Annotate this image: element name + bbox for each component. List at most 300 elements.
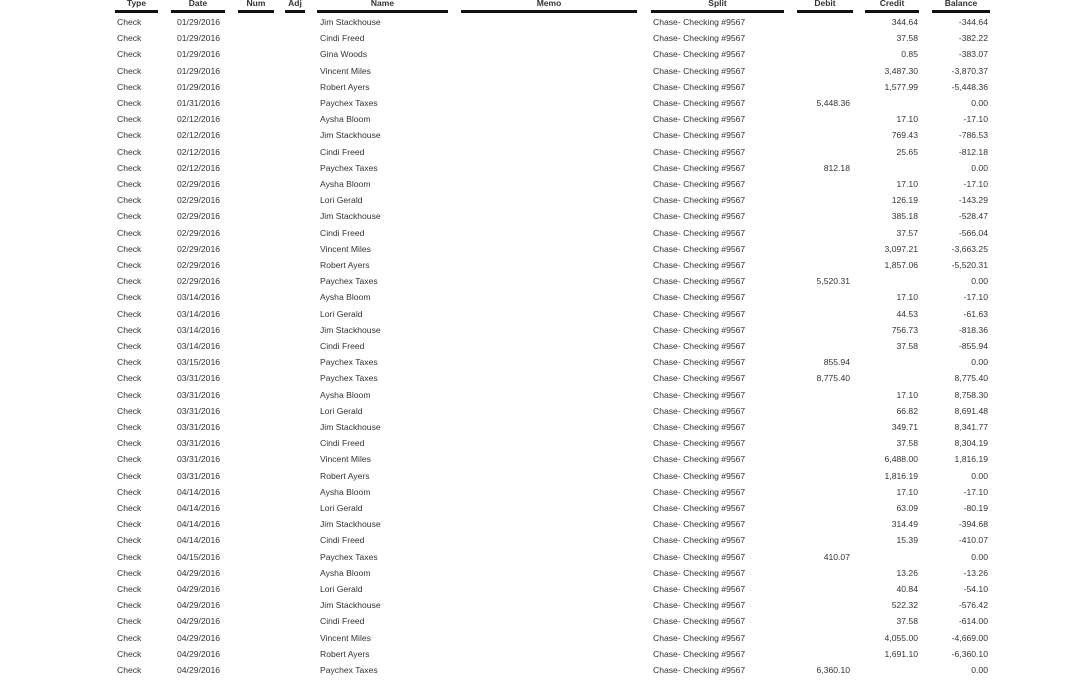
cell-type: Check bbox=[117, 454, 142, 465]
cell-date: 02/29/2016 bbox=[177, 211, 221, 222]
cell-split: Chase- Checking #9567 bbox=[653, 260, 746, 270]
header-split-rule bbox=[651, 10, 784, 13]
cell-split: Chase- Checking #9567 bbox=[653, 17, 746, 27]
header-name: Name bbox=[370, 0, 395, 8]
cell-type: Check bbox=[117, 33, 142, 44]
cell-credit: 17.10 bbox=[896, 292, 918, 303]
cell-name: Paychex Taxes bbox=[320, 162, 378, 173]
cell-type: Check bbox=[117, 49, 142, 60]
cell-credit: 37.58 bbox=[896, 616, 918, 627]
cell-credit: 17.10 bbox=[896, 114, 918, 125]
cell-credit: 17.10 bbox=[896, 486, 918, 497]
header-credit: Credit bbox=[879, 0, 905, 8]
cell-name: Cindi Freed bbox=[320, 438, 365, 449]
cell-split: Chase- Checking #9567 bbox=[653, 162, 746, 173]
cell-date: 04/29/2016 bbox=[177, 600, 221, 611]
cell-split: Chase- Checking #9567 bbox=[653, 179, 746, 189]
table-row bbox=[0, 308, 1080, 324]
cell-date: 03/31/2016 bbox=[177, 438, 221, 449]
cell-credit: 40.84 bbox=[896, 584, 918, 594]
cell-split: Chase- Checking #9567 bbox=[653, 308, 746, 319]
cell-balance: 0.00 bbox=[971, 162, 988, 173]
table-row bbox=[0, 372, 1080, 388]
table-row bbox=[0, 421, 1080, 437]
cell-type: Check bbox=[117, 551, 142, 562]
cell-balance: 0.00 bbox=[971, 551, 988, 562]
cell-balance: -13.26 bbox=[963, 567, 988, 578]
cell-type: Check bbox=[117, 227, 142, 238]
cell-name: Robert Ayers bbox=[320, 470, 370, 481]
cell-credit: 385.18 bbox=[891, 211, 918, 222]
cell-type: Check bbox=[117, 470, 142, 481]
cell-name: Paychex Taxes bbox=[320, 98, 378, 108]
cell-name: Cindi Freed bbox=[320, 341, 365, 351]
cell-balance: 8,758.30 bbox=[954, 389, 988, 400]
cell-credit: 3,487.30 bbox=[884, 65, 918, 76]
cell-credit: 37.57 bbox=[896, 227, 918, 238]
cell-split: Chase- Checking #9567 bbox=[653, 33, 746, 44]
cell-name: Aysha Bloom bbox=[320, 567, 371, 578]
cell-balance: 0.00 bbox=[971, 276, 988, 287]
header-type-rule bbox=[115, 10, 158, 13]
table-row bbox=[0, 405, 1080, 421]
cell-debit: 410.07 bbox=[823, 551, 850, 562]
cell-split: Chase- Checking #9567 bbox=[653, 616, 746, 627]
cell-name: Aysha Bloom bbox=[320, 389, 371, 400]
cell-type: Check bbox=[117, 243, 142, 254]
cell-balance: 8,691.48 bbox=[954, 405, 988, 416]
cell-credit: 4,055.00 bbox=[884, 632, 918, 643]
cell-type: Check bbox=[117, 308, 142, 319]
cell-date: 04/29/2016 bbox=[177, 584, 221, 594]
table-row bbox=[0, 567, 1080, 583]
cell-date: 01/29/2016 bbox=[177, 17, 221, 27]
cell-name: Gina Woods bbox=[320, 49, 368, 60]
cell-credit: 37.58 bbox=[896, 438, 918, 449]
cell-name: Cindi Freed bbox=[320, 146, 365, 157]
cell-split: Chase- Checking #9567 bbox=[653, 81, 746, 92]
cell-date: 01/29/2016 bbox=[177, 49, 221, 60]
cell-name: Lori Gerald bbox=[320, 195, 363, 206]
cell-balance: -4,669.00 bbox=[951, 632, 988, 643]
cell-credit: 1,857.06 bbox=[884, 260, 918, 270]
header-split: Split bbox=[708, 0, 727, 8]
cell-split: Chase- Checking #9567 bbox=[653, 227, 746, 238]
header-date-rule bbox=[171, 10, 225, 13]
cell-name: Paychex Taxes bbox=[320, 665, 378, 675]
cell-date: 02/29/2016 bbox=[177, 276, 221, 287]
header-num-rule bbox=[238, 10, 274, 13]
cell-balance: 0.00 bbox=[971, 98, 988, 108]
cell-split: Chase- Checking #9567 bbox=[653, 341, 746, 351]
cell-debit: 812.18 bbox=[823, 162, 850, 173]
cell-name: Cindi Freed bbox=[320, 616, 365, 627]
cell-type: Check bbox=[117, 130, 142, 141]
cell-balance: -566.04 bbox=[958, 227, 988, 238]
cell-credit: 37.58 bbox=[896, 341, 918, 351]
cell-split: Chase- Checking #9567 bbox=[653, 114, 746, 125]
cell-balance: -383.07 bbox=[958, 49, 988, 60]
cell-name: Paychex Taxes bbox=[320, 551, 378, 562]
cell-name: Paychex Taxes bbox=[320, 357, 378, 368]
cell-name: Robert Ayers bbox=[320, 260, 370, 270]
cell-credit: 1,691.10 bbox=[884, 648, 918, 659]
column-header-row bbox=[0, 0, 1080, 14]
cell-split: Chase- Checking #9567 bbox=[653, 600, 746, 611]
cell-credit: 126.19 bbox=[891, 195, 918, 206]
cell-credit: 13.26 bbox=[896, 567, 918, 578]
cell-name: Aysha Bloom bbox=[320, 179, 371, 189]
cell-type: Check bbox=[117, 405, 142, 416]
cell-name: Robert Ayers bbox=[320, 81, 370, 92]
cell-credit: 344.64 bbox=[891, 17, 918, 27]
table-row bbox=[0, 162, 1080, 178]
table-row bbox=[0, 243, 1080, 259]
cell-split: Chase- Checking #9567 bbox=[653, 486, 746, 497]
table-row bbox=[0, 324, 1080, 340]
cell-split: Chase- Checking #9567 bbox=[653, 324, 746, 335]
cell-type: Check bbox=[117, 422, 142, 432]
header-balance-rule bbox=[932, 10, 990, 13]
cell-name: Jim Stackhouse bbox=[320, 324, 381, 335]
cell-type: Check bbox=[117, 503, 142, 513]
cell-split: Chase- Checking #9567 bbox=[653, 65, 746, 76]
cell-type: Check bbox=[117, 389, 142, 400]
cell-name: Cindi Freed bbox=[320, 227, 365, 238]
table-row bbox=[0, 146, 1080, 162]
table-row bbox=[0, 81, 1080, 97]
cell-date: 03/15/2016 bbox=[177, 357, 221, 368]
cell-date: 04/29/2016 bbox=[177, 616, 221, 627]
cell-type: Check bbox=[117, 341, 142, 351]
cell-date: 03/14/2016 bbox=[177, 324, 221, 335]
cell-balance: 0.00 bbox=[971, 665, 988, 675]
cell-date: 04/29/2016 bbox=[177, 665, 221, 675]
cell-split: Chase- Checking #9567 bbox=[653, 438, 746, 449]
cell-name: Paychex Taxes bbox=[320, 276, 378, 287]
cell-split: Chase- Checking #9567 bbox=[653, 584, 746, 594]
cell-date: 03/31/2016 bbox=[177, 454, 221, 465]
cell-type: Check bbox=[117, 373, 142, 384]
cell-balance: -3,663.25 bbox=[951, 243, 988, 254]
table-row bbox=[0, 437, 1080, 453]
cell-date: 03/14/2016 bbox=[177, 341, 221, 351]
table-row bbox=[0, 615, 1080, 631]
table-row bbox=[0, 551, 1080, 567]
table-row bbox=[0, 259, 1080, 275]
cell-name: Vincent Miles bbox=[320, 243, 371, 254]
cell-name: Vincent Miles bbox=[320, 632, 371, 643]
cell-type: Check bbox=[117, 567, 142, 578]
cell-type: Check bbox=[117, 648, 142, 659]
cell-date: 03/14/2016 bbox=[177, 308, 221, 319]
cell-split: Chase- Checking #9567 bbox=[653, 49, 746, 60]
table-row bbox=[0, 453, 1080, 469]
cell-split: Chase- Checking #9567 bbox=[653, 98, 746, 108]
cell-credit: 3,097.21 bbox=[884, 243, 918, 254]
cell-balance: 8,304.19 bbox=[954, 438, 988, 449]
cell-split: Chase- Checking #9567 bbox=[653, 243, 746, 254]
cell-split: Chase- Checking #9567 bbox=[653, 648, 746, 659]
cell-type: Check bbox=[117, 600, 142, 611]
cell-type: Check bbox=[117, 98, 142, 108]
cell-date: 04/14/2016 bbox=[177, 519, 221, 530]
cell-date: 01/29/2016 bbox=[177, 65, 221, 76]
cell-split: Chase- Checking #9567 bbox=[653, 454, 746, 465]
cell-date: 02/12/2016 bbox=[177, 114, 221, 125]
cell-name: Jim Stackhouse bbox=[320, 17, 381, 27]
table-row bbox=[0, 194, 1080, 210]
cell-type: Check bbox=[117, 260, 142, 270]
table-row bbox=[0, 178, 1080, 194]
cell-balance: -382.22 bbox=[958, 33, 988, 44]
table-row bbox=[0, 291, 1080, 307]
cell-date: 03/31/2016 bbox=[177, 405, 221, 416]
cell-date: 03/31/2016 bbox=[177, 470, 221, 481]
cell-date: 04/14/2016 bbox=[177, 486, 221, 497]
cell-date: 04/15/2016 bbox=[177, 551, 221, 562]
table-row bbox=[0, 356, 1080, 372]
cell-balance: -394.68 bbox=[958, 519, 988, 530]
cell-type: Check bbox=[117, 292, 142, 303]
cell-date: 01/31/2016 bbox=[177, 98, 221, 108]
cell-date: 02/12/2016 bbox=[177, 146, 221, 157]
cell-credit: 522.32 bbox=[891, 600, 918, 611]
table-row bbox=[0, 275, 1080, 291]
cell-name: Jim Stackhouse bbox=[320, 211, 381, 222]
table-row bbox=[0, 486, 1080, 502]
cell-credit: 0.85 bbox=[901, 49, 918, 60]
cell-type: Check bbox=[117, 324, 142, 335]
cell-debit: 5,448.36 bbox=[816, 98, 850, 108]
table-row bbox=[0, 389, 1080, 405]
table-row bbox=[0, 648, 1080, 664]
cell-balance: -5,448.36 bbox=[951, 81, 988, 92]
cell-balance: 1,816.19 bbox=[954, 454, 988, 465]
table-row bbox=[0, 664, 1080, 680]
cell-split: Chase- Checking #9567 bbox=[653, 292, 746, 303]
cell-split: Chase- Checking #9567 bbox=[653, 389, 746, 400]
cell-name: Vincent Miles bbox=[320, 454, 371, 465]
cell-name: Cindi Freed bbox=[320, 535, 365, 546]
table-row bbox=[0, 632, 1080, 648]
cell-split: Chase- Checking #9567 bbox=[653, 276, 746, 287]
cell-type: Check bbox=[117, 179, 142, 189]
cell-name: Lori Gerald bbox=[320, 308, 363, 319]
cell-date: 04/14/2016 bbox=[177, 503, 221, 513]
header-num: Num bbox=[246, 0, 266, 8]
cell-split: Chase- Checking #9567 bbox=[653, 422, 746, 432]
cell-name: Aysha Bloom bbox=[320, 114, 371, 125]
cell-split: Chase- Checking #9567 bbox=[653, 373, 746, 384]
cell-debit: 855.94 bbox=[823, 357, 850, 368]
cell-type: Check bbox=[117, 276, 142, 287]
cell-balance: -5,520.31 bbox=[951, 260, 988, 270]
header-name-rule bbox=[317, 10, 448, 13]
cell-balance: 0.00 bbox=[971, 357, 988, 368]
header-date: Date bbox=[188, 0, 208, 8]
cell-date: 04/29/2016 bbox=[177, 632, 221, 643]
cell-balance: -410.07 bbox=[958, 535, 988, 546]
cell-type: Check bbox=[117, 195, 142, 206]
cell-date: 03/14/2016 bbox=[177, 292, 221, 303]
cell-name: Jim Stackhouse bbox=[320, 422, 381, 432]
cell-split: Chase- Checking #9567 bbox=[653, 551, 746, 562]
table-row bbox=[0, 340, 1080, 356]
cell-credit: 1,577.99 bbox=[884, 81, 918, 92]
cell-type: Check bbox=[117, 665, 142, 675]
cell-date: 02/29/2016 bbox=[177, 260, 221, 270]
cell-credit: 17.10 bbox=[896, 389, 918, 400]
cell-split: Chase- Checking #9567 bbox=[653, 357, 746, 368]
cell-split: Chase- Checking #9567 bbox=[653, 195, 746, 206]
cell-name: Vincent Miles bbox=[320, 65, 371, 76]
cell-balance: -17.10 bbox=[963, 114, 988, 125]
cell-balance: 8,775.40 bbox=[954, 373, 988, 384]
table-row bbox=[0, 97, 1080, 113]
cell-date: 04/29/2016 bbox=[177, 648, 221, 659]
cell-credit: 15.39 bbox=[896, 535, 918, 546]
table-row bbox=[0, 32, 1080, 48]
header-debit-rule bbox=[797, 10, 853, 13]
cell-date: 04/29/2016 bbox=[177, 567, 221, 578]
cell-credit: 1,816.19 bbox=[884, 470, 918, 481]
cell-type: Check bbox=[117, 535, 142, 546]
cell-type: Check bbox=[117, 211, 142, 222]
cell-name: Lori Gerald bbox=[320, 584, 363, 594]
cell-name: Cindi Freed bbox=[320, 33, 365, 44]
header-adj-rule bbox=[285, 10, 305, 13]
cell-split: Chase- Checking #9567 bbox=[653, 535, 746, 546]
cell-credit: 63.09 bbox=[896, 503, 918, 513]
cell-type: Check bbox=[117, 65, 142, 76]
cell-date: 02/29/2016 bbox=[177, 227, 221, 238]
cell-split: Chase- Checking #9567 bbox=[653, 146, 746, 157]
cell-split: Chase- Checking #9567 bbox=[653, 567, 746, 578]
cell-balance: -80.19 bbox=[963, 503, 988, 513]
cell-name: Jim Stackhouse bbox=[320, 600, 381, 611]
cell-split: Chase- Checking #9567 bbox=[653, 405, 746, 416]
cell-balance: -614.00 bbox=[958, 616, 988, 627]
cell-name: Lori Gerald bbox=[320, 405, 363, 416]
table-row bbox=[0, 210, 1080, 226]
cell-date: 04/14/2016 bbox=[177, 535, 221, 546]
table-row bbox=[0, 113, 1080, 129]
header-credit-rule bbox=[865, 10, 919, 13]
cell-type: Check bbox=[117, 616, 142, 627]
cell-type: Check bbox=[117, 486, 142, 497]
table-row bbox=[0, 129, 1080, 145]
cell-split: Chase- Checking #9567 bbox=[653, 130, 746, 141]
cell-balance: -344.64 bbox=[958, 17, 988, 27]
table-row bbox=[0, 502, 1080, 518]
cell-name: Lori Gerald bbox=[320, 503, 363, 513]
cell-credit: 25.65 bbox=[896, 146, 918, 157]
cell-balance: -6,360.10 bbox=[951, 648, 988, 659]
cell-balance: -143.29 bbox=[958, 195, 988, 206]
cell-split: Chase- Checking #9567 bbox=[653, 665, 746, 675]
header-debit: Debit bbox=[814, 0, 836, 8]
cell-date: 01/29/2016 bbox=[177, 33, 221, 44]
cell-date: 03/31/2016 bbox=[177, 422, 221, 432]
cell-credit: 349.71 bbox=[891, 422, 918, 432]
cell-name: Robert Ayers bbox=[320, 648, 370, 659]
cell-balance: -17.10 bbox=[963, 292, 988, 303]
header-memo: Memo bbox=[536, 0, 562, 8]
cell-balance: -576.42 bbox=[958, 600, 988, 611]
table-row bbox=[0, 518, 1080, 534]
table-row bbox=[0, 227, 1080, 243]
table-row bbox=[0, 48, 1080, 64]
table-row bbox=[0, 16, 1080, 32]
cell-name: Aysha Bloom bbox=[320, 292, 371, 303]
cell-type: Check bbox=[117, 81, 142, 92]
cell-balance: -855.94 bbox=[958, 341, 988, 351]
cell-balance: -812.18 bbox=[958, 146, 988, 157]
cell-date: 01/29/2016 bbox=[177, 81, 221, 92]
table-row bbox=[0, 599, 1080, 615]
cell-balance: 0.00 bbox=[971, 470, 988, 481]
cell-balance: -528.47 bbox=[958, 211, 988, 222]
cell-type: Check bbox=[117, 146, 142, 157]
header-type: Type bbox=[126, 0, 147, 8]
cell-type: Check bbox=[117, 519, 142, 530]
cell-date: 02/29/2016 bbox=[177, 195, 221, 206]
cell-balance: -54.10 bbox=[963, 584, 988, 594]
table-row bbox=[0, 65, 1080, 81]
cell-split: Chase- Checking #9567 bbox=[653, 211, 746, 222]
cell-balance: -17.10 bbox=[963, 179, 988, 189]
cell-name: Jim Stackhouse bbox=[320, 519, 381, 530]
cell-name: Aysha Bloom bbox=[320, 486, 371, 497]
cell-debit: 6,360.10 bbox=[816, 665, 850, 675]
cell-type: Check bbox=[117, 438, 142, 449]
cell-type: Check bbox=[117, 584, 142, 594]
cell-type: Check bbox=[117, 114, 142, 125]
cell-credit: 17.10 bbox=[896, 179, 918, 189]
cell-credit: 6,488.00 bbox=[884, 454, 918, 465]
cell-type: Check bbox=[117, 357, 142, 368]
header-memo-rule bbox=[461, 10, 637, 13]
cell-debit: 8,775.40 bbox=[816, 373, 850, 384]
cell-date: 02/29/2016 bbox=[177, 243, 221, 254]
header-adj: Adj bbox=[288, 0, 302, 8]
cell-balance: 8,341.77 bbox=[954, 422, 988, 432]
cell-name: Jim Stackhouse bbox=[320, 130, 381, 141]
cell-credit: 44.53 bbox=[896, 308, 918, 319]
cell-credit: 66.82 bbox=[896, 405, 918, 416]
cell-name: Paychex Taxes bbox=[320, 373, 378, 384]
cell-balance: -61.63 bbox=[963, 308, 988, 319]
header-balance: Balance bbox=[944, 0, 978, 8]
cell-date: 02/12/2016 bbox=[177, 162, 221, 173]
cell-balance: -3,870.37 bbox=[951, 65, 988, 76]
cell-split: Chase- Checking #9567 bbox=[653, 632, 746, 643]
cell-balance: -818.36 bbox=[958, 324, 988, 335]
cell-split: Chase- Checking #9567 bbox=[653, 519, 746, 530]
cell-credit: 37.58 bbox=[896, 33, 918, 44]
cell-debit: 5,520.31 bbox=[816, 276, 850, 287]
cell-type: Check bbox=[117, 632, 142, 643]
cell-balance: -786.53 bbox=[958, 130, 988, 141]
cell-split: Chase- Checking #9567 bbox=[653, 503, 746, 513]
table-row bbox=[0, 470, 1080, 486]
cell-credit: 314.49 bbox=[891, 519, 918, 530]
cell-type: Check bbox=[117, 17, 142, 27]
cell-date: 03/31/2016 bbox=[177, 373, 221, 384]
table-row bbox=[0, 534, 1080, 550]
cell-date: 02/12/2016 bbox=[177, 130, 221, 141]
